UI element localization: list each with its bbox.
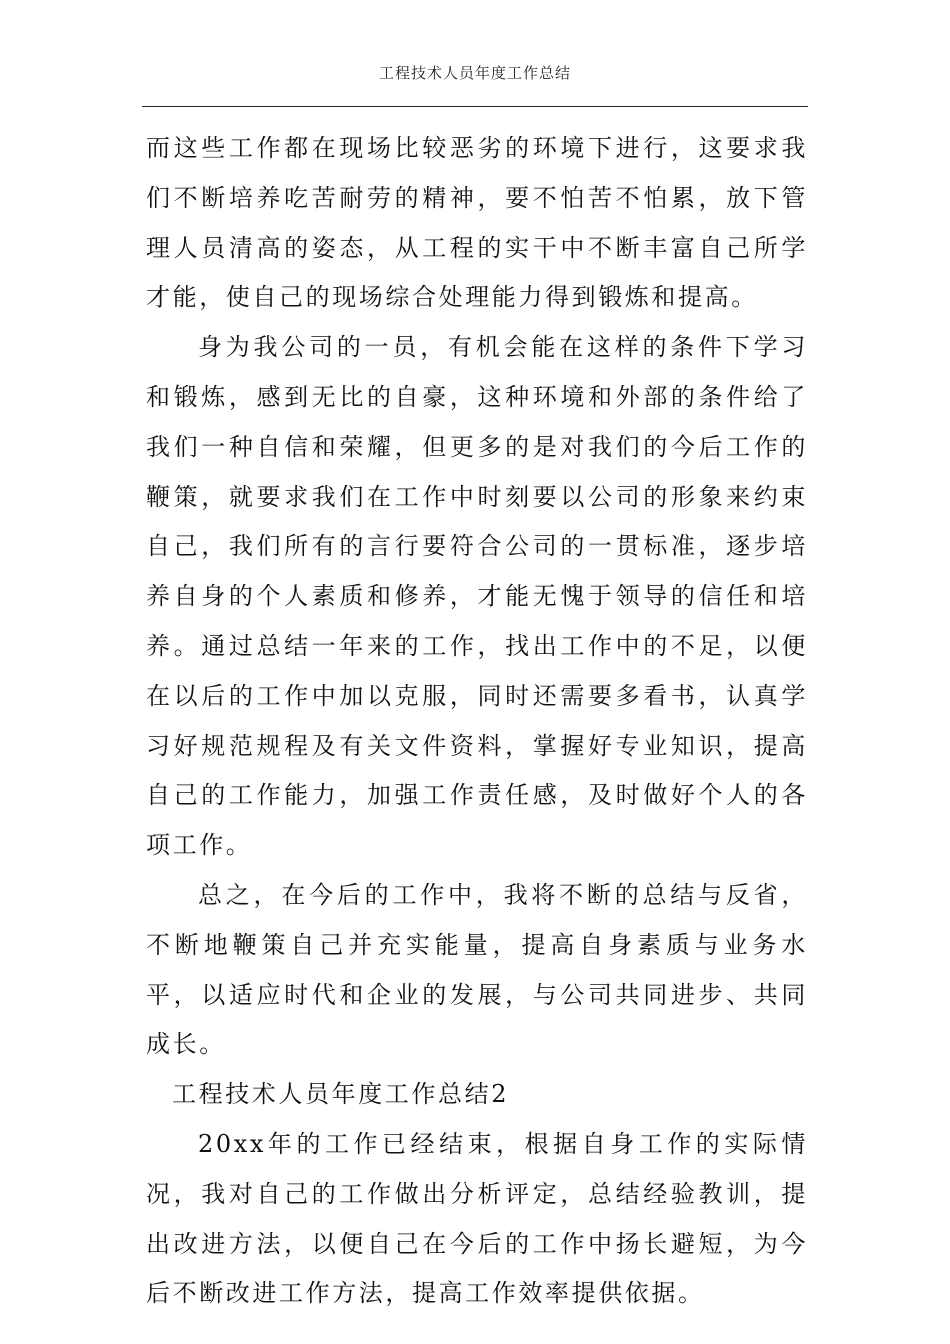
page-header: 工程技术人员年度工作总结 xyxy=(378,64,571,82)
paragraph-continuation: 而这些工作都在现场比较恶劣的环境下进行，这要求我们不断培养吃苦耐劳的精神，要不怕苦不怕累，放下管理人员清高的姿态，从工程的实干中不断丰富自己所学才能，使自己的现场综合处理能力得到锻炼和提高。 xyxy=(146,134,808,312)
paragraph-intro-2: 20xx年的工作已经结束，根据自身工作的实际情况，我对自己的工作做出分析评定，总结经验教训，提出改进方法，以便自己在今后的工作中扬长避短，为今后不断改进工作方法，提高工作效率提供依据。 xyxy=(146,1129,808,1308)
header-divider xyxy=(142,106,808,107)
paragraph-conclusion: 总之，在今后的工作中，我将不断的总结与反省，不断地鞭策自己并充实能量，提高自身素质与业务水平，以适应时代和企业的发展，与公司共同进步、共同成长。 xyxy=(146,880,808,1059)
paragraph-company-member: 身为我公司的一员，有机会能在这样的条件下学习和锻炼，感到无比的自豪，这种环境和外部的条件给了我们一种自信和荣耀，但更多的是对我们的今后工作的鞭策，就要求我们在工作中时刻要以公司的形象来约束自己，我们所有的言行要符合公司的一贯标准，逐步培养自身的个人素质和修养，才能无愧于领导的信任和培养。通过总结一年来的工作，找出工作中的不足，以便在以后的工作中加以克服，同时还需要多看书，认真学习好规范规程及有关文件资料，掌握好专业知识，提高自己的工作能力，加强工作责任感，及时做好个人的各项工作。 xyxy=(146,333,808,860)
document-body xyxy=(146,124,808,1319)
section-heading: 工程技术人员年度工作总结2 xyxy=(172,1080,510,1109)
